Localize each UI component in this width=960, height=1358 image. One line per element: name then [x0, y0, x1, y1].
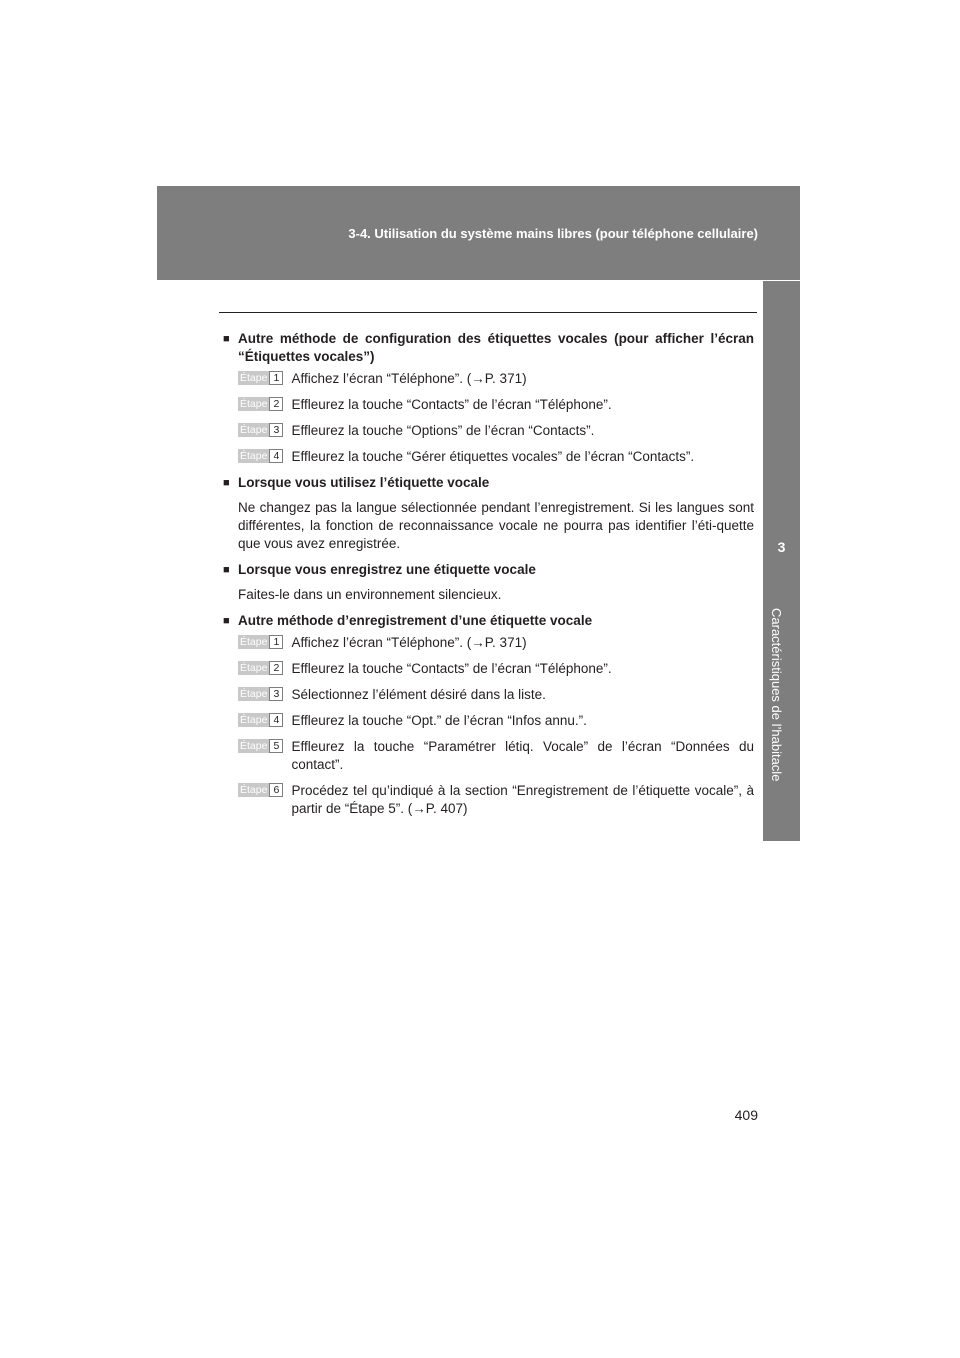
step-badge-number: 1 — [269, 635, 283, 649]
section-paragraph: Faites-le dans un environnement silencieux. — [238, 587, 502, 602]
step-badge-word: Étape — [240, 450, 268, 462]
square-bullet-icon: ■ — [223, 333, 230, 345]
chapter-header — [157, 186, 800, 280]
step-badge-number: 3 — [269, 687, 283, 701]
step-badge-word: Étape — [240, 784, 268, 796]
heading-text: Lorsque vous enregistrez une étiquette vocale — [238, 562, 536, 577]
step-item — [238, 782, 754, 818]
step-badge-number: 4 — [269, 713, 283, 727]
step-badge-number: 3 — [269, 423, 283, 437]
chapter-number: 3 — [777, 539, 786, 555]
step-badge-number: 5 — [269, 739, 283, 753]
section-heading — [223, 330, 754, 366]
step-badge — [238, 687, 283, 701]
step-badge-word: Étape — [240, 372, 268, 384]
step-text: Effleurez la touche “Gérer étiquettes vocales” de l’écran “Contacts”. — [291, 449, 695, 464]
step-badge-number: 6 — [269, 783, 283, 797]
step-item — [238, 370, 754, 388]
section-using-voice-tag — [223, 474, 754, 553]
step-text: Effleurez la touche “Opt.” de l’écran “Infos annu.”. — [291, 713, 587, 728]
chapter-label: Caractéristiques de l’habitacle — [769, 608, 784, 782]
step-text: Sélectionnez l’élément désiré dans la liste. — [291, 687, 546, 702]
step-item — [238, 448, 754, 466]
section-alt-voice-tag-recording — [223, 612, 754, 818]
chapter-title: 3-4. Utilisation du système mains libres (pour téléphone cellulaire) — [348, 226, 758, 241]
step-badge-word: Étape — [240, 662, 268, 674]
step-text: Procédez tel qu’indiqué à la section “Enregistrement de l’étiquette vocale”, à partir de “Étape 5”. (→P. 407) — [291, 783, 754, 816]
page-number: 409 — [734, 1107, 758, 1123]
step-text: Affichez l’écran “Téléphone”. (→P. 371) — [291, 371, 527, 386]
step-text: Effleurez la touche “Paramétrer létiq. Vocale” de l’écran “Données du contact”. — [291, 739, 754, 772]
step-badge-word: Étape — [240, 424, 268, 436]
step-list — [238, 634, 754, 818]
step-text: Affichez l’écran “Téléphone”. (→P. 371) — [291, 635, 527, 650]
page-content — [223, 330, 754, 826]
step-item — [238, 396, 754, 414]
step-badge — [238, 635, 283, 649]
step-item — [238, 686, 754, 704]
step-item — [238, 712, 754, 730]
step-badge — [238, 449, 283, 463]
step-badge-word: Étape — [240, 688, 268, 700]
section-recording-voice-tag — [223, 561, 754, 604]
heading-text: Autre méthode de configuration des étiquettes vocales (pour afficher l’écran “Étiquettes vocales”) — [238, 331, 754, 364]
step-badge — [238, 423, 283, 437]
heading-text: Lorsque vous utilisez l’étiquette vocale — [238, 475, 490, 490]
step-item — [238, 660, 754, 678]
step-badge-word: Étape — [240, 398, 268, 410]
section-heading — [223, 561, 754, 579]
step-item — [238, 422, 754, 440]
step-badge-number: 4 — [269, 449, 283, 463]
step-list — [238, 370, 754, 466]
step-badge-word: Étape — [240, 714, 268, 726]
step-badge-number: 2 — [269, 397, 283, 411]
step-badge-number: 1 — [269, 371, 283, 385]
square-bullet-icon: ■ — [223, 564, 230, 576]
step-text: Effleurez la touche “Contacts” de l’écran “Téléphone”. — [291, 397, 612, 412]
section-alt-voice-tag-config — [223, 330, 754, 466]
step-badge — [238, 783, 283, 797]
step-badge — [238, 397, 283, 411]
step-badge — [238, 371, 283, 385]
step-text: Effleurez la touche “Options” de l’écran “Contacts”. — [291, 423, 595, 438]
section-heading — [223, 474, 754, 492]
step-badge — [238, 661, 283, 675]
step-badge — [238, 739, 283, 753]
section-heading — [223, 612, 754, 630]
top-divider — [219, 312, 757, 313]
step-badge-word: Étape — [240, 740, 268, 752]
heading-text: Autre méthode d’enregistrement d’une étiquette vocale — [238, 613, 593, 628]
step-badge — [238, 713, 283, 727]
step-badge-number: 2 — [269, 661, 283, 675]
chapter-side-tab — [763, 281, 800, 841]
step-badge-word: Étape — [240, 636, 268, 648]
section-paragraph: Ne changez pas la langue sélectionnée pendant l’enregistrement. Si les langues sont différentes, la fonction de reconnaissance vocale ne pourra pas identifier l’éti-quette que vous avez enregistrée. — [238, 500, 754, 551]
square-bullet-icon: ■ — [223, 615, 230, 627]
step-item — [238, 634, 754, 652]
square-bullet-icon: ■ — [223, 477, 230, 489]
step-item — [238, 738, 754, 774]
step-text: Effleurez la touche “Contacts” de l’écran “Téléphone”. — [291, 661, 612, 676]
